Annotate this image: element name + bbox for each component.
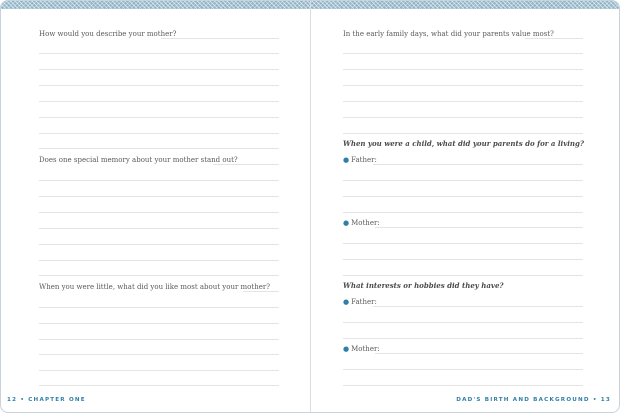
answer-line[interactable] (39, 196, 279, 197)
answer-line[interactable] (39, 180, 279, 181)
bullet-icon: ● (343, 219, 350, 227)
answer-line[interactable] (343, 180, 583, 181)
answer-line[interactable] (343, 338, 583, 339)
answer-line[interactable] (343, 385, 583, 386)
answer-line[interactable] (39, 69, 279, 70)
answer-line[interactable] (39, 275, 279, 276)
answer-line[interactable] (343, 212, 583, 213)
answer-line[interactable] (39, 101, 279, 102)
answer-line[interactable] (39, 212, 279, 213)
answer-line[interactable] (343, 196, 583, 197)
answer-line[interactable] (343, 133, 583, 134)
answer-line[interactable] (39, 85, 279, 86)
answer-line[interactable] (343, 369, 583, 370)
answer-line[interactable] (161, 38, 279, 39)
right-page (311, 1, 619, 412)
answer-line[interactable] (39, 354, 279, 355)
mother-label: ● Mother: (343, 219, 380, 227)
answer-line[interactable] (343, 69, 583, 70)
answer-line[interactable] (343, 117, 583, 118)
bullet-icon: ● (343, 345, 350, 353)
question-liked-most: When you were little, what did you like most about your mother? (39, 283, 270, 291)
answer-line[interactable] (343, 85, 583, 86)
answer-line[interactable] (343, 101, 583, 102)
left-page (1, 1, 310, 412)
answer-line[interactable] (39, 148, 279, 149)
answer-line[interactable] (343, 322, 583, 323)
answer-line[interactable] (39, 117, 279, 118)
father-label: ● Father: (343, 298, 377, 306)
answer-line[interactable] (343, 53, 583, 54)
bullet-icon: ● (343, 298, 350, 306)
question-parents-living: When you were a child, what did your parents do for a living? (343, 139, 585, 148)
page-footer-right: DAD'S BIRTH AND BACKGROUND • 13 (456, 397, 611, 403)
answer-line[interactable] (39, 339, 279, 340)
answer-line[interactable] (373, 164, 583, 165)
answer-line[interactable] (39, 385, 279, 386)
father-label: ● Father: (343, 156, 377, 164)
answer-line[interactable] (39, 307, 279, 308)
answer-line[interactable] (39, 228, 279, 229)
question-interests-hobbies: What interests or hobbies did they have? (343, 281, 504, 290)
question-parents-value: In the early family days, what did your parents value most? (343, 30, 554, 38)
answer-line[interactable] (375, 227, 583, 228)
page-footer-left: 12 • CHAPTER ONE (7, 397, 86, 403)
answer-line[interactable] (39, 244, 279, 245)
answer-line[interactable] (343, 259, 583, 260)
answer-line[interactable] (39, 53, 279, 54)
mother-label: ● Mother: (343, 345, 380, 353)
question-describe-mother: How would you describe your mother? (39, 30, 177, 38)
answer-line[interactable] (343, 243, 583, 244)
question-special-memory: Does one special memory about your mother stand out? (39, 156, 238, 164)
answer-line[interactable] (39, 260, 279, 261)
answer-line[interactable] (213, 164, 279, 165)
answer-line[interactable] (373, 306, 583, 307)
answer-line[interactable] (375, 353, 583, 354)
answer-line[interactable] (39, 370, 279, 371)
answer-line[interactable] (525, 38, 583, 39)
bullet-icon: ● (343, 156, 350, 164)
answer-line[interactable] (39, 133, 279, 134)
answer-line[interactable] (343, 275, 583, 276)
answer-line[interactable] (39, 323, 279, 324)
answer-line[interactable] (243, 291, 279, 292)
